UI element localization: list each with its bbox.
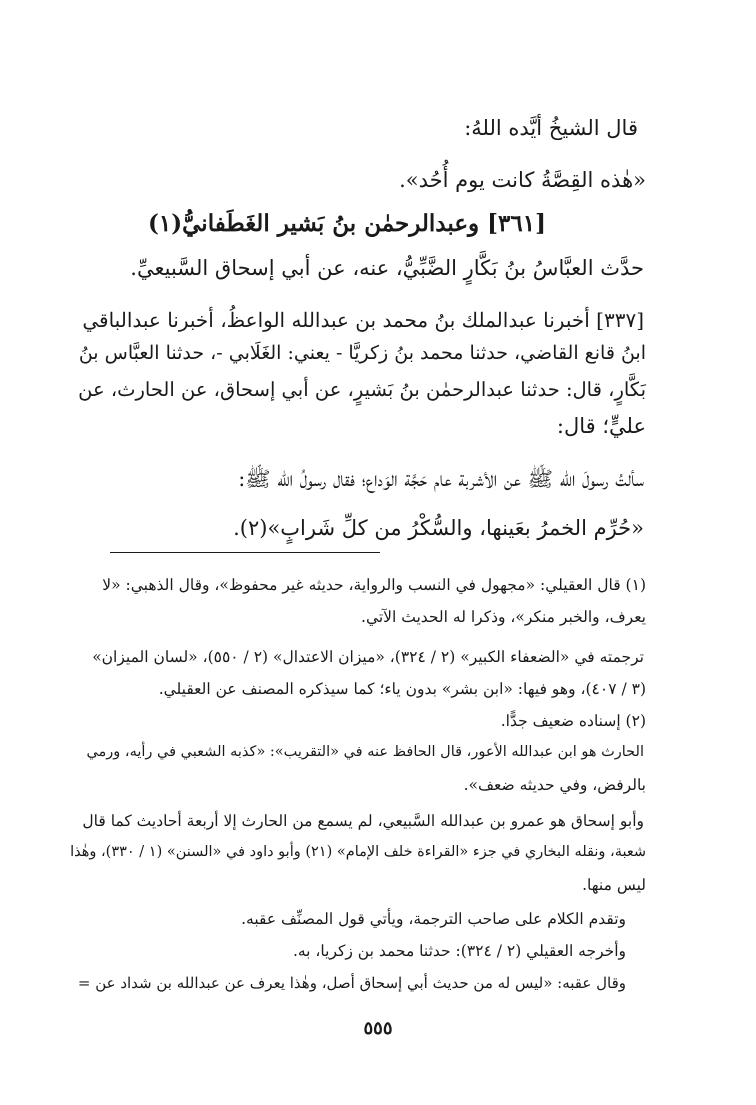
text-line: حدَّث العبَّاسُ بنُ بَكَّارٍ الضَّبِّيُّ، عنه، عن أبي إسحاق السَّبيعيِّ. bbox=[130, 256, 644, 280]
text-line: بَكَّارٍ، قال: حدثنا عبدالرحمٰن بنُ بَشيرٍ، عن أبي إسحاق، عن الحارث، عن bbox=[78, 378, 646, 401]
footnote-line: الحارث هو ابن عبدالله الأعور، قال الحافظ عنه في «التقريب»: «كذبه الشعبي في رأيه، ورمي bbox=[86, 744, 644, 760]
footnote-line: شعبة، ونقله البخاري في جزء «القراءة خلف الإمام» (٢١) وأبو داود في «السنن» (١ / ٣٣٠)، وهٰذا bbox=[70, 844, 646, 860]
footnote-line: وأبو إسحاق هو عمرو بن عبدالله السَّبيعي، لم يسمع من الحارث إلا أربعة أحاديث كما قال bbox=[82, 812, 644, 830]
text-line: [٣٣٧] أخبرنا عبدالملك بنُ محمد بن عبدالله الواعظُ، أخبرنا عبدالباقي bbox=[82, 308, 644, 332]
text-line: «هٰذه القِصَّةُ كانت يوم أُحُد». bbox=[399, 168, 646, 192]
footnote-line: ليس منها. bbox=[582, 876, 646, 894]
footnote-line: يعرف، والخبر منكر»، وذكرا له الحديث الآتي. bbox=[361, 608, 646, 626]
footnote-line: ترجمته في «الضعفاء الكبير» (٢ / ٣٢٤)، «ميزان الاعتدال» (٢ / ٥٥٠)، «لسان الميزان» bbox=[92, 648, 644, 666]
footnote-line: (١) قال العقيلي: «مجهول في النسب والرواية، حديثه غير محفوظ»، وقال الذهبي: «لا bbox=[102, 576, 646, 594]
text-line: ابنُ قانع القاضي، حدثنا محمد بنُ زكريَّا - يعني: الغَلَابي -، حدثنا العبَّاس بنُ bbox=[78, 342, 646, 364]
footnote-line: وتقدم الكلام على صاحب الترجمة، ويأتي قول المصنِّف عقبه. bbox=[241, 910, 626, 928]
footnote-line: وأخرجه العقيلي (٢ / ٣٢٤): حدثنا محمد بن زكريا، به. bbox=[292, 942, 626, 960]
text-line: «حُرِّم الخمرُ بعَينها، والسُّكْرُ من كلِّ شَرابٍ»(٢). bbox=[233, 516, 644, 540]
footnote-line: وقال عقبه: «ليس له من حديث أبي إسحاق أصل، وهٰذا يعرف عن عبدالله بن شداد عن = bbox=[77, 974, 626, 992]
footnote-line: (٢) إسناده ضعيف جدًّا. bbox=[500, 712, 646, 730]
text-line: سألتُ رسولَ الله ﷺ عن الأشربة عام حَجَّة الوَداع؛ فقال رسولُ الله ﷺ: bbox=[238, 467, 644, 491]
footnote-line: (٣ / ٤٠٧)، وهو فيها: «ابن بشر» بدون ياء؛ كما سيذكره المصنف عن العقيلي. bbox=[158, 680, 646, 698]
page-number: ٥٥٥ bbox=[363, 1018, 393, 1039]
text-line: قال الشيخُ أيَّده اللهُ: bbox=[464, 116, 638, 140]
footnote-separator bbox=[110, 552, 380, 553]
entry-heading: [٣٦١] وعبدالرحمٰن بنُ بَشير الغَطَفانيُّ(١) bbox=[148, 210, 546, 237]
text-line: عليٍّ؛ قال: bbox=[556, 414, 646, 438]
footnote-line: بالرفض، وفي حديثه ضعف». bbox=[463, 776, 646, 794]
